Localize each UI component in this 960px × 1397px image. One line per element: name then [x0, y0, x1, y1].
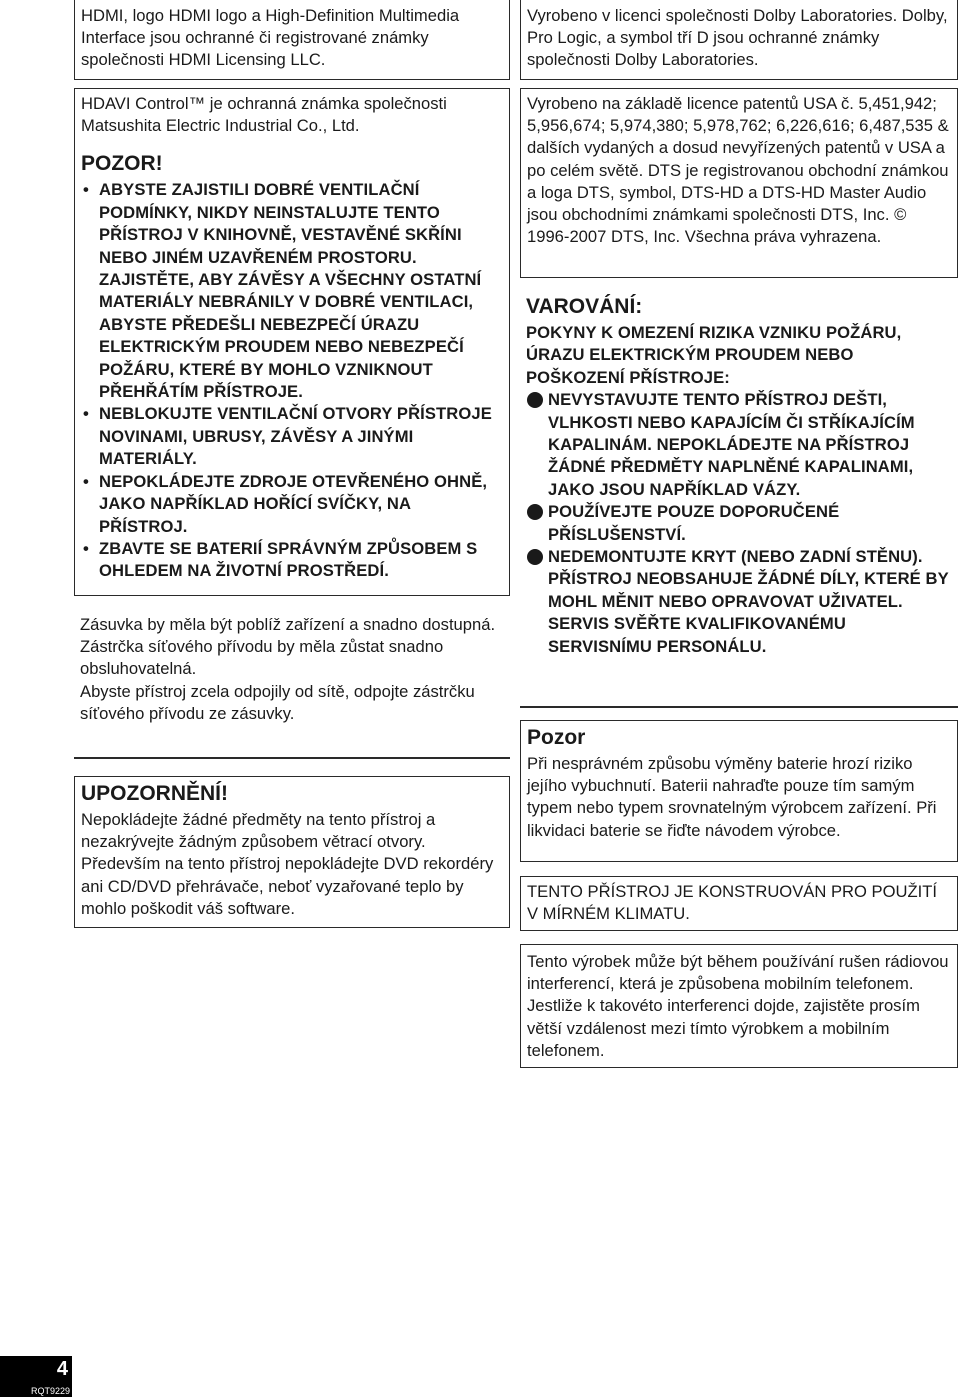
bullet-dot-icon	[527, 549, 543, 565]
pozor-item: • ABYSTE ZAJISTILI DOBRÉ VENTILAČNÍ PODMÍNKY, NIKDY NEINSTALUJTE TENTO PŘÍSTROJ V KNIHOVNĚ, VESTAVĚNÉ SKŘÍNI NEBO JINÉM UZAVŘENÉM PROSTORU. ZAJISTĚTE, ABY ZÁVĚSY A VŠECHNY OSTATNÍ MATERIÁLY NEBRÁNILY V DOBRÉ VENTILACI, ABYSTE PŘEDEŠLI NEBEZPEČÍ ÚRAZU ELEKTRICKÝM PROUDEM NEBO NEBEZPEČÍ POŽÁRU, KTERÉ BY MOHLO VZNIKNOUT PŘEHŘÁTÍM PŘÍSTROJE.	[83, 180, 482, 402]
battery-pozor-box	[520, 720, 958, 862]
divider	[74, 757, 510, 759]
upozorneni-title: UPOZORNĚNÍ!	[81, 782, 228, 805]
bullet-dot-icon	[527, 392, 543, 408]
mains-plug-section	[74, 614, 510, 725]
dts-patents-text: Vyrobeno na základě licence patentů USA č. 5,451,942; 5,956,674; 5,974,380; 5,978,762; 6,226,616; 6,487,535 & dalších vydaných a dosud nevyřízených patentů v USA a po celém světě. DTS je registrovanou obchodní známkou a loga DTS, symbol, DTS-HD a DTS-HD Master Audio jsou obchodními známkami společnosti DTS, Inc. © 1996-2007 DTS, Inc. Všechna práva vyhrazena.	[527, 94, 949, 247]
odpojit-text: Abyste přístroj zcela odpojily od sítě, odpojte zástrčku síťového přívodu ze zásuvky.	[80, 681, 475, 723]
zastrcka-text: Zástrčka síťového přívodu by měla zůstat snadno obsluhovatelná.	[80, 637, 444, 679]
battery-pozor-title: Pozor	[527, 726, 586, 749]
bullet-icon: •	[83, 538, 89, 558]
page-number: 4	[56, 1358, 68, 1380]
varovani-item: NEVYSTAVUJTE TENTO PŘÍSTROJ DEŠTI, VLHKOSTI NEBO KAPAJÍCÍM ČI STŘÍKAJÍCÍM KAPALINÁM. NEPOKLÁDEJTE NA PŘÍSTROJ ŽÁDNÉ PŘEDMĚTY NAPLNĚNÉ KAPALINAMI, JAKO JSOU NAPŘÍKLAD VÁZY.	[526, 389, 952, 501]
bullet-icon: •	[83, 180, 89, 200]
hdmi-trademark-text: HDMI, logo HDMI logo a High-Definition Multimedia Interface jsou ochranné či registrované známky společnosti HDMI Licensing LLC.	[81, 6, 460, 70]
interference-text: Tento výrobek může být během používání rušen rádiovou interferencí, která je způsobena mobilním telefonem. Jestliže k takovéto interferenci dojde, zajistěte prosím větší vzdálenost mezi tímto výrobkem a mobilním telefonem.	[527, 952, 949, 1060]
dolby-trademark-text: Vyrobeno v licenci společnosti Dolby Laboratories. Dolby, Pro Logic, a symbol tří D jsou ochranné známky společnosti Dolby Laboratories.	[527, 6, 948, 70]
bullet-icon: •	[83, 404, 89, 424]
pozor-item: • ZBAVTE SE BATERIÍ SPRÁVNÝM ZPŮSOBEM S OHLEDEM NA ŽIVOTNÍ PROSTŘEDÍ.	[83, 538, 478, 581]
page-number-tab	[0, 1356, 72, 1397]
pozor-item: • NEBLOKUJTE VENTILAČNÍ OTVORY PŘÍSTROJE NOVINAMI, UBRUSY, ZÁVĚSY A JINÝMI MATERIÁLY.	[83, 404, 492, 469]
pozor-title: POZOR!	[81, 152, 163, 176]
varovani-section	[520, 294, 958, 658]
varovani-title: VAROVÁNÍ:	[526, 295, 643, 318]
climate-box	[520, 876, 958, 931]
hdmi-trademark-box	[74, 0, 510, 80]
bullet-icon: •	[83, 471, 89, 491]
upozorneni-box	[74, 776, 510, 928]
pozor-warning-box	[74, 88, 510, 596]
varovani-list	[526, 389, 952, 658]
zasuvka-text: Zásuvka by měla být poblíž zařízení a snadno dostupná.	[80, 615, 496, 634]
bullet-dot-icon	[527, 504, 543, 520]
upozorneni-text: Nepokládejte žádné předměty na tento přístroj a nezakrývejte žádným způsobem větrací otvory. Především na tento přístroj nepokládejte DVD rekordéry ani CD/DVD přehrávače, neboť vyzařované teplo by mohlo poškodit váš software.	[81, 810, 494, 918]
dolby-trademark-box	[520, 0, 958, 80]
pozor-list	[81, 179, 503, 582]
divider	[520, 706, 958, 708]
battery-pozor-text: Při nesprávném způsobu výměny baterie hrozí riziko jejího vybuchnutí. Baterii nahraďte pouze tím samým typem nebo typem srovnatelným výrobcem zařízení. Při likvidaci baterie se řiďte návodem výrobce.	[527, 754, 937, 840]
varovani-item: NEDEMONTUJTE KRYT (NEBO ZADNÍ STĚNU). PŘÍSTROJ NEOBSAHUJE ŽÁDNÉ DÍLY, KTERÉ BY MOHL MĚNIT NEBO OPRAVOVAT UŽIVATEL. SERVIS SVĚŘTE KVALIFIKOVANÉMU SERVISNÍMU PERSONÁLU.	[526, 546, 952, 658]
dts-patents-box	[520, 88, 958, 278]
hdavi-trademark-text: HDAVI Control™ je ochranná známka společnosti Matsushita Electric Industrial Co., Ltd.	[81, 94, 447, 136]
interference-box	[520, 944, 958, 1068]
climate-text: TENTO PŘÍSTROJ JE KONSTRUOVÁN PRO POUŽITÍ V MÍRNÉM KLIMATU.	[527, 882, 937, 924]
varovani-intro: POKYNY K OMEZENÍ RIZIKA VZNIKU POŽÁRU, ÚRAZU ELEKTRICKÝM PROUDEM NEBO POŠKOZENÍ PŘÍSTROJE:	[526, 323, 902, 387]
pozor-item: • NEPOKLÁDEJTE ZDROJE OTEVŘENÉHO OHNĚ, JAKO NAPŘÍKLAD HOŘÍCÍ SVÍČKY, NA PŘÍSTROJ.	[83, 471, 488, 536]
document-code: RQT9229	[30, 1386, 70, 1396]
varovani-item: POUŽÍVEJTE POUZE DOPORUČENÉ PŘÍSLUŠENSTVÍ.	[526, 501, 952, 546]
